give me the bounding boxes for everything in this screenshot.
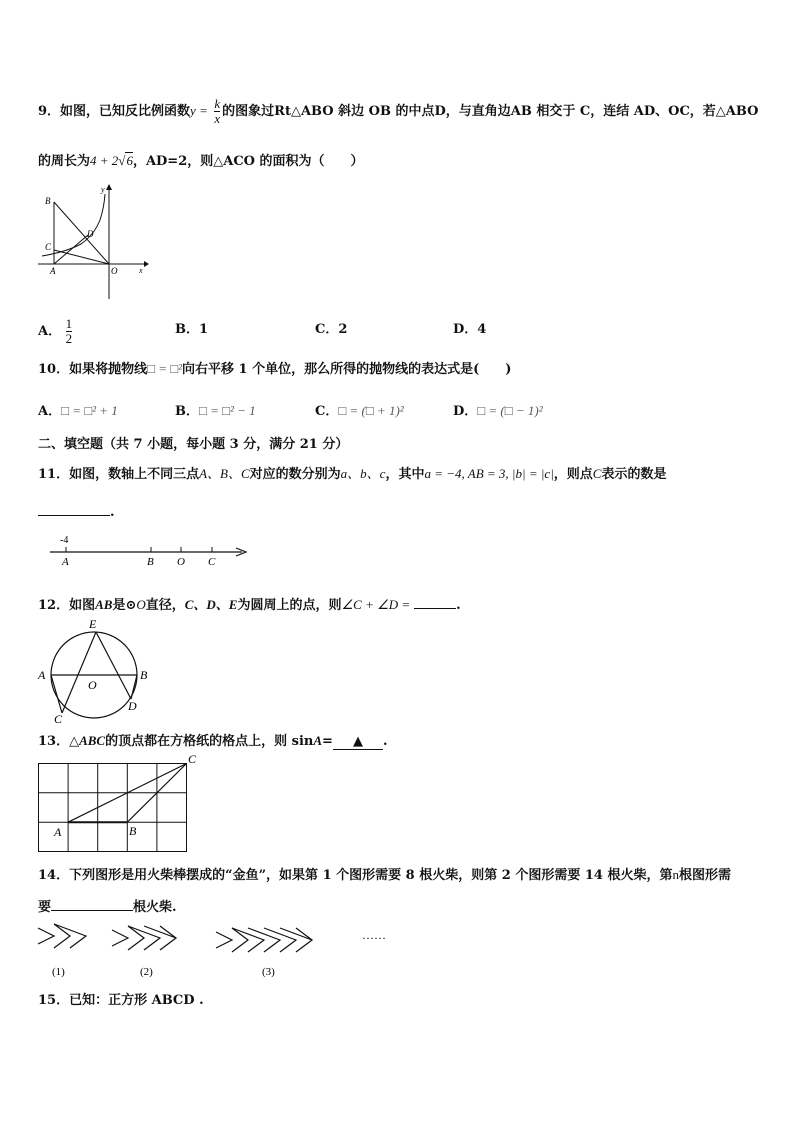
q10-option-d-key: D．	[453, 404, 478, 419]
q9-sqrt-sign: √	[118, 153, 126, 168]
q11-points: A、B、C	[199, 466, 250, 481]
q9-side-bo	[54, 202, 109, 264]
q13-answer-blank	[333, 734, 383, 750]
q12-chord-ac	[51, 675, 62, 713]
q11-stem-b: 对应的数分别为	[249, 467, 341, 482]
q10-option-a-expr: □ = □² + 1	[61, 403, 118, 418]
q11-stem-c: ，其中	[385, 467, 425, 482]
q11-stem-a: 11．如图，数轴上不同三点	[38, 467, 200, 482]
q9-line1	[38, 97, 758, 126]
q9-fraction-den: x	[214, 111, 221, 126]
q13-stem	[38, 730, 387, 750]
q12-o: O	[136, 597, 146, 612]
q14-ellipsis: ……	[362, 928, 386, 942]
q9-option-a-num: 1	[65, 316, 73, 331]
q12-stem-a: 12．如图	[38, 598, 96, 613]
q9-line1-b: 的图象过Rt△ABO 斜边 OB 的中点D，与直角边AB 相交于 C，连结 AD、OC，若△ABO	[222, 104, 759, 119]
q10-option-b-key: B．	[175, 404, 199, 419]
q9-label-a: A	[50, 266, 56, 276]
q10-option-d	[453, 400, 543, 419]
q14-fish-1	[38, 924, 86, 948]
q14-fish-3-tail	[216, 932, 232, 948]
section2-heading: 二、填空题（共 7 小题，每小题 3 分，满分 21 分）	[38, 437, 349, 452]
q11-vars: a、b、c	[340, 466, 386, 481]
q9-line2-b: ，AD=2，则△ACO 的面积为（ ）	[132, 154, 364, 169]
q9-perimeter-root: 6	[126, 153, 133, 168]
q10-stem-a: 10．如果将抛物线	[38, 362, 148, 377]
q13-a: A	[313, 733, 323, 748]
q10-option-b	[175, 400, 256, 419]
q13-grid-figure	[37, 752, 201, 856]
q12-stem-d: 为圆周上的点，则	[237, 598, 342, 613]
q12-ab: AB	[95, 597, 113, 612]
q15-stem: 15．已知：正方形 ABCD .	[38, 993, 204, 1008]
q10-option-c	[315, 400, 404, 419]
q11-stem-e: 表示的数是	[601, 467, 667, 482]
q12-cde: C、D、E	[184, 597, 238, 612]
q14-fish-2-tail	[112, 930, 128, 946]
q13-stem-b: 的顶点都在方格纸的格点上，则 sin	[105, 734, 314, 749]
q11-answer-blank	[38, 503, 110, 516]
q14-line2	[38, 896, 177, 915]
q11-number-line	[48, 530, 254, 570]
q9-option-a-fraction	[66, 317, 73, 346]
q9-label-y: y	[101, 185, 105, 194]
q14-fish-figures	[36, 920, 392, 980]
q14-fish-2-body	[128, 926, 176, 950]
q9-label-x: x	[139, 266, 143, 275]
q11-label-a: A	[62, 556, 69, 568]
q12-chord-bd	[131, 675, 137, 699]
q9-line2-a: 的周长为	[38, 154, 91, 169]
q12-label-a: A	[38, 668, 46, 682]
q12-figure	[36, 615, 156, 725]
q10-option-c-expr: □ = (□ + 1)²	[338, 403, 404, 418]
q9-option-d-text: 4	[477, 322, 487, 337]
q12-chord-ed	[96, 632, 131, 699]
q9-fraction-k-over-x	[214, 97, 220, 126]
q12-label-c: C	[54, 712, 63, 725]
q9-option-c-text: 2	[338, 322, 348, 337]
q13-abc: ABC	[79, 733, 106, 748]
q12-answer-blank	[414, 596, 456, 609]
q14-label-2: (2)	[140, 966, 153, 978]
q14-fish-3-body	[232, 928, 312, 952]
q9-line2	[38, 150, 364, 169]
q9-eq-lhs: y =	[190, 103, 208, 118]
q14-fish-1-tail	[38, 928, 54, 944]
q14-fish-2	[112, 926, 176, 950]
q14-line1-b: 根图形需	[678, 868, 731, 883]
q12-stem	[38, 594, 461, 613]
q9-perimeter-a: 4 + 2	[90, 153, 119, 168]
q9-label-d: D	[87, 229, 94, 239]
q9-label-o: O	[111, 266, 118, 276]
q9-x-arrow	[144, 261, 149, 267]
q9-y-arrow	[106, 184, 112, 190]
q13-stem-a: 13．△	[38, 734, 80, 749]
q14-answer-blank	[51, 898, 133, 911]
q9-option-b	[175, 318, 208, 337]
q13-end: .	[382, 734, 388, 749]
q14-label-1: (1)	[52, 966, 65, 978]
q12-expr: ∠C + ∠D =	[341, 597, 411, 612]
q9-fraction-num: k	[214, 96, 221, 111]
q9-option-b-text: 1	[199, 322, 209, 337]
q9-figure	[36, 180, 154, 302]
q12-label-o: O	[88, 678, 97, 692]
q11-answer-line	[38, 503, 115, 520]
q12-label-d: D	[128, 699, 137, 713]
q11-point-c: C	[592, 466, 602, 481]
q11-stem-d: ，则点	[553, 467, 593, 482]
q9-hyperbola	[42, 194, 105, 256]
q14-fish-3	[216, 928, 312, 952]
q12-chord-ec	[62, 632, 96, 713]
q14-label-3: (3)	[262, 966, 275, 978]
q9-line1-a: 9．如图，已知反比例函数	[38, 104, 191, 119]
q13-answer: ▲	[352, 734, 363, 749]
q9-option-d-key: D．	[453, 322, 478, 337]
q14-n: n	[672, 867, 679, 882]
q12-end: .	[456, 598, 461, 613]
q13-stem-c: =	[322, 734, 333, 749]
q10-option-c-key: C．	[315, 404, 339, 419]
q11-end: .	[110, 505, 115, 520]
q11-label-o: O	[177, 556, 185, 568]
q12-label-b: B	[140, 668, 148, 682]
q9-option-a	[38, 317, 72, 346]
q10-option-a-key: A．	[38, 404, 62, 419]
q14-line2-b: 根火柴.	[133, 900, 177, 915]
q14-line2-a: 要	[38, 900, 52, 915]
q9-option-c-key: C．	[315, 322, 339, 337]
q10-stem-b: 向右平移 1 个单位，那么所得的抛物线的表达式是( )	[181, 362, 512, 377]
q13-label-a: A	[54, 825, 62, 839]
q11-stem	[38, 463, 666, 482]
q9-option-a-den: 2	[65, 331, 73, 346]
q11-condition: a = −4, AB = 3, |b| = |c|	[424, 466, 554, 481]
q10-stem-expr: □ = □²	[147, 361, 182, 376]
q11-label-b: B	[147, 556, 154, 568]
q14-line1-a: 14．下列图形是用火柴棒摆成的“金鱼”，如果第 1 个图形需要 8 根火柴，则第 2 个图形需要 14 根火柴，第	[38, 868, 673, 883]
q13-label-b: B	[129, 824, 137, 838]
q9-option-c	[315, 318, 347, 337]
q10-option-b-expr: □ = □² − 1	[199, 403, 256, 418]
q11-tick-value: -4	[60, 535, 69, 546]
q9-option-d	[453, 318, 486, 337]
q12-stem-c: 直径，	[145, 598, 185, 613]
q14-fish-1-body	[54, 924, 86, 948]
q10-option-d-expr: □ = (□ − 1)²	[477, 403, 543, 418]
q12-stem-b: 是⊙	[112, 598, 137, 613]
q13-label-c: C	[188, 752, 197, 766]
q9-option-b-key: B．	[175, 322, 199, 337]
q9-option-a-key: A．	[38, 324, 62, 339]
q14-line1	[38, 864, 731, 883]
q9-segment-ad	[54, 235, 88, 264]
q12-label-e: E	[89, 617, 97, 631]
q10-stem	[38, 358, 511, 377]
q11-label-c: C	[208, 556, 216, 568]
q10-option-a	[38, 400, 118, 419]
q9-label-b: B	[45, 196, 51, 206]
q9-label-c: C	[45, 242, 52, 252]
